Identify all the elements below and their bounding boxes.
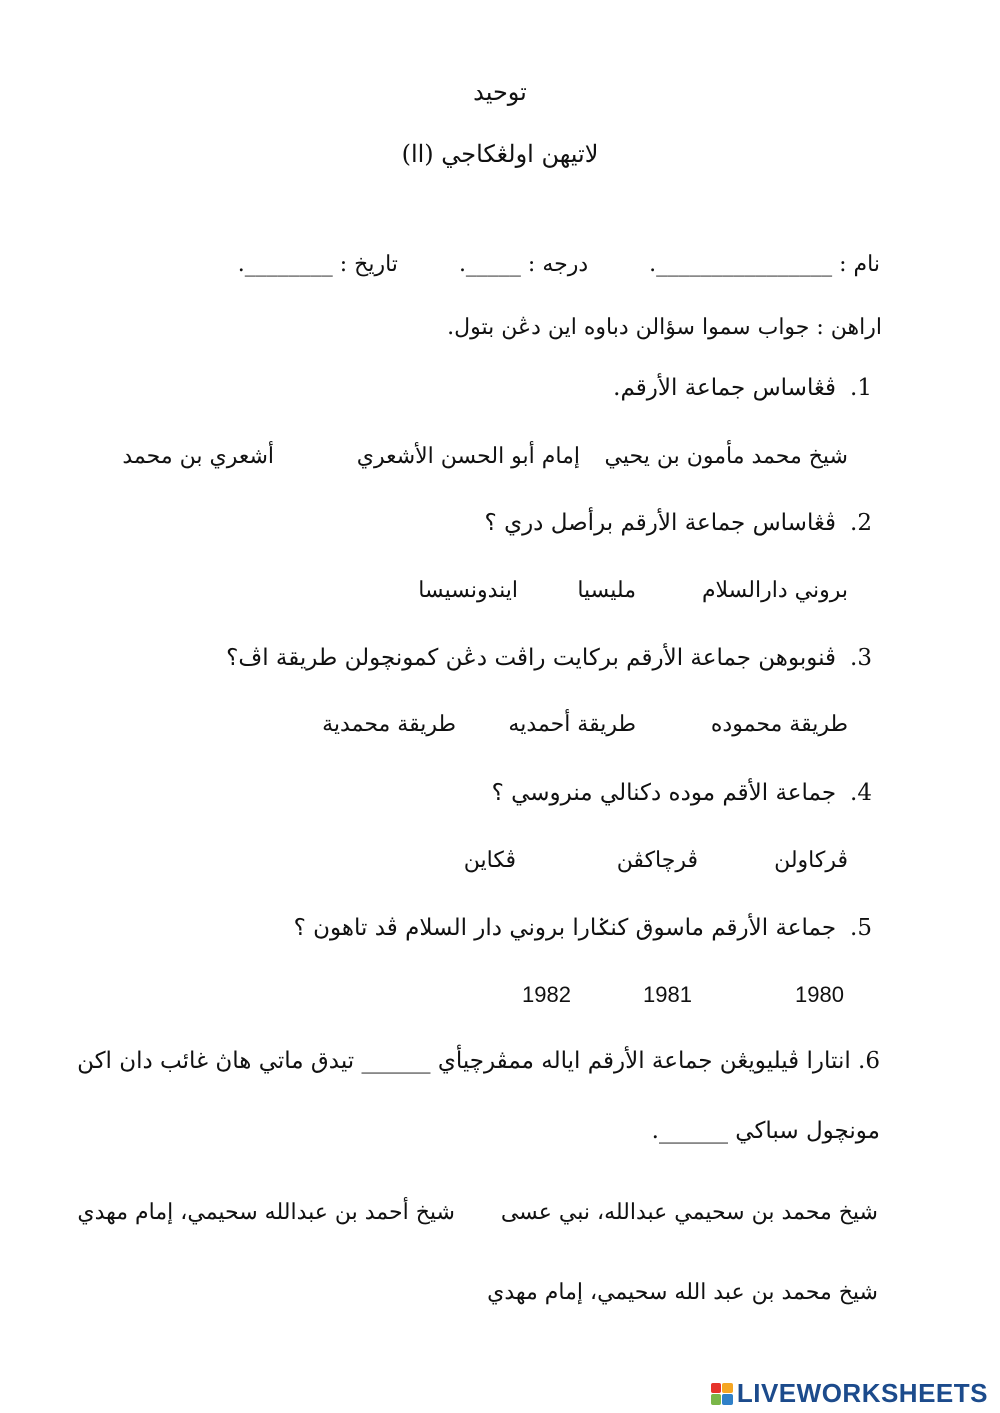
q2-option-3[interactable]: ايندونسيسا [418, 578, 518, 603]
question-number: 1. [850, 375, 872, 401]
q5-option-1[interactable]: 1980 [795, 982, 844, 1007]
q5-option-3[interactable]: 1982 [522, 982, 571, 1007]
question-6-line-2: مونچول سباکي ______. [651, 1118, 880, 1144]
q3-option-1[interactable]: طريقة محموده [710, 712, 848, 737]
brand-name: LIVEWORKSHEETS [736, 1378, 988, 1408]
q2-option-1[interactable]: بروني دارالسلام [701, 578, 848, 603]
question-6-line-1: 6. انتارا ڤيليويڠن جماعة الأرقم اياله ممڤرچيأي ______ تيدق ماتي هاڽ غائب دان اکن [77, 1048, 880, 1074]
question-1 [613, 375, 872, 401]
grade-field[interactable]: درجه : _____. [458, 252, 589, 277]
page-subtitle: لاتيهن اولڠكاجي (اا) [401, 140, 599, 168]
logo-blocks-icon [711, 1383, 733, 1405]
liveworksheets-logo[interactable] [711, 1378, 988, 1409]
date-field[interactable]: تاريخ : ________. [237, 252, 398, 277]
q6-option-1[interactable]: شيخ محمد بن سحيمي عبدالله، نبي عسى [500, 1200, 878, 1225]
q2-option-2[interactable]: مليسيا [577, 578, 636, 603]
q4-option-1[interactable]: ڤرکاولن [774, 848, 848, 873]
question-5 [294, 915, 872, 941]
question-3 [226, 645, 872, 671]
q4-option-3[interactable]: ڤکاين [463, 848, 516, 873]
question-number: 5. [850, 915, 872, 941]
question-number: 3. [850, 645, 872, 671]
q3-option-3[interactable]: طريقة محمدية [322, 712, 456, 737]
question-text: جماعة الأرقم ماسوق کنݢارا بروني دار السلام ڤد تاهون ؟ [293, 915, 837, 941]
page-title: توحيد [473, 78, 527, 106]
question-2 [485, 510, 872, 536]
logo-block-green [711, 1394, 722, 1405]
question-text: ڤڠاساس جماعة الأرقم برأصل دري ؟ [484, 510, 837, 536]
q1-option-1[interactable]: شيخ محمد مأمون بن يحيي [604, 444, 848, 469]
question-number: 4. [850, 780, 872, 806]
q6-option-3[interactable]: شيخ محمد بن عبد الله سحيمي، إمام مهدي [487, 1280, 878, 1305]
name-field[interactable]: نام : ________________. [649, 252, 880, 277]
question-text: ڤڠاساس جماعة الأرقم. [613, 375, 837, 401]
logo-block-orange [722, 1383, 733, 1394]
student-info-line [224, 252, 880, 277]
q6-option-2[interactable]: شيخ أحمد بن عبدالله سحيمي، إمام مهدي [77, 1200, 455, 1225]
question-number: 2. [850, 510, 872, 536]
q1-option-2[interactable]: إمام أبو الحسن الأشعري [356, 444, 580, 469]
question-text: ڤنوبوهن جماعة الأرقم برکايت راڤت دڠن کمونچولن طريقة اڤ؟ [226, 645, 837, 671]
q3-option-2[interactable]: طريقة أحمديه [508, 712, 636, 737]
question-4 [492, 780, 872, 806]
instruction: اراهن : جواب سموا سؤالن دباوه اين دڠن بتول. [447, 315, 882, 340]
question-text: جماعة الأقم موده دکنالي منروسي ؟ [491, 780, 837, 806]
q5-option-2[interactable]: 1981 [643, 982, 692, 1007]
q1-option-3[interactable]: أشعري بن محمد [122, 444, 274, 469]
logo-block-red [711, 1383, 722, 1394]
logo-block-blue [722, 1394, 733, 1405]
q4-option-2[interactable]: ڤرچاکڤن [616, 848, 698, 873]
